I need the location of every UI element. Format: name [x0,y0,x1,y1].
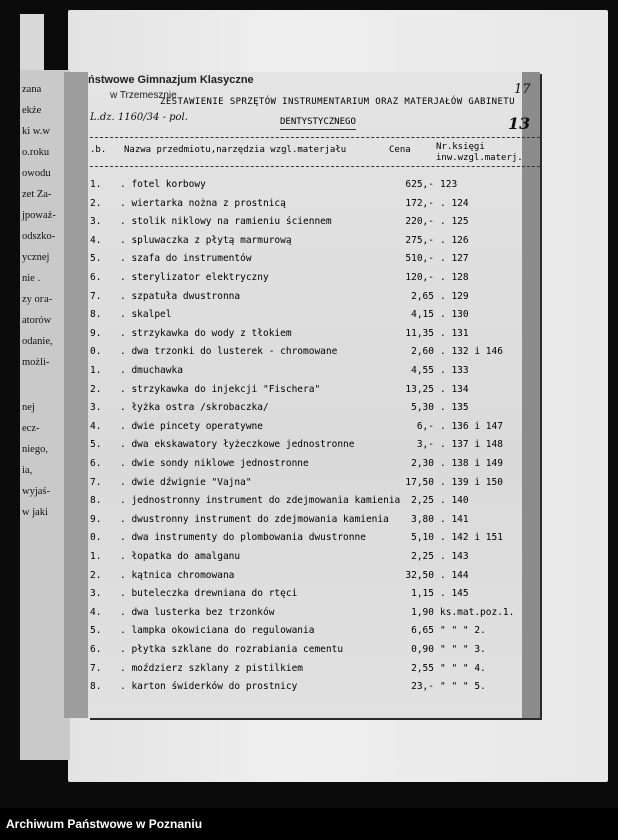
table-row [90,439,530,457]
inventory-number: 123 [440,179,458,190]
table-row [90,216,530,234]
row-number: 5. [90,253,102,265]
table-row [90,607,530,625]
row-number: 4. [90,420,102,432]
inventory-number: . 134 [440,383,469,395]
item-name: . dwie pincety operatywne [120,420,263,432]
row-number: 3. [90,216,102,228]
row-number: 7. [90,290,102,302]
item-price: 23,- [411,681,434,693]
item-price: 5,10 [411,532,434,544]
item-name: . strzykawka do injekcji "Fischera" [120,383,321,395]
table-row [90,365,530,383]
item-price: 2,25 [411,495,434,507]
fragment-line: niego, [22,444,48,455]
inventory-number: . 131 [440,327,469,339]
item-name: . karton świderków do prostnicy [120,681,298,693]
row-number: 0. [90,532,102,544]
item-name: . skalpel [120,309,172,321]
item-name: . spluwaczka z płytą marmurową [120,234,292,246]
table-row [90,477,530,495]
table-row [90,346,530,364]
item-name: . szpatuła dwustronna [120,290,241,302]
item-price: 17,50 [405,476,434,488]
table-row [90,588,530,606]
item-price: 5,30 [411,402,434,414]
table-row [90,681,530,699]
fragment-line: nie . [22,273,41,284]
table-row [90,421,530,439]
item-price: 32,50 [405,569,434,581]
item-name: . dwustronny instrument do zdejmowania kamienia [120,513,389,525]
table-row [90,179,530,197]
inventory-number: . 138 i 149 [440,458,503,469]
fragment-line: o.roku [22,147,50,158]
inventory-number: . 143 [440,551,469,562]
item-price: 1,90 [411,606,434,618]
row-number: 2. [90,569,102,581]
row-number: 8. [90,495,102,507]
document-title: ZESTAWIENIE SPRZĘTÓW INSTRUMENTARIUM ORAZ MATERJAŁÓW GABINETU [160,97,515,107]
row-number: 9. [90,327,102,339]
inventory-number: . 133 [440,365,469,376]
table-row [90,570,530,588]
inventory-number: . 144 [440,569,469,581]
row-number: 4. [90,234,102,246]
item-name: . dwie dźwignie "Vajna" [120,476,252,488]
item-name: . łyżka ostra /skrobaczka/ [120,402,269,414]
item-name: . dwa ekskawatory łyżeczkowe jednostronne [120,439,355,451]
item-name: . dmuchawka [120,365,183,376]
col-header-book-sub: inw.wzgl.materj. [436,153,523,163]
inventory-number: . 136 i 147 [440,420,503,432]
item-price: 2,25 [411,551,434,562]
inventory-number: ks.mat.poz.1. [440,606,515,618]
row-number: 8. [90,309,102,321]
item-price: 4,15 [411,309,434,321]
item-price: 120,- [405,272,434,283]
inventory-number: . 139 i 150 [440,476,503,488]
inventory-number: . 125 [440,216,469,228]
fragment-line: jpoważ- [22,210,56,221]
row-number: 8. [90,681,102,693]
table-row [90,644,530,662]
row-number: 6. [90,644,102,655]
row-number: 7. [90,476,102,488]
col-header-price: Cena [389,145,411,155]
inventory-number: . 145 [440,588,469,600]
inventory-number: . 132 i 146 [440,346,503,358]
inventory-number: " " " 2. [440,625,486,637]
school-stamp-line2: w Trzemesznie [110,90,177,101]
fragment-line: w jaki [22,507,48,518]
inventory-number: . 142 i 151 [440,532,503,544]
item-price: 172,- [405,197,434,209]
item-name: . dwa lusterka bez trzonków [120,606,275,618]
fragment-line: zet Za- [22,189,52,200]
inventory-number: " " " 5. [440,681,486,693]
col-header-number: .b. [90,145,107,155]
table-row [90,514,530,532]
item-name: . szafa do instrumentów [120,253,252,265]
fragment-line: ia, [22,465,33,476]
archive-credit: Archiwum Państwowe w Poznaniu [6,817,203,831]
item-price: 2,55 [411,662,434,674]
table-row [90,458,530,476]
inventory-number: . 124 [440,197,469,209]
item-price: 6,65 [411,625,434,637]
table-row [90,625,530,643]
table-row [90,551,530,569]
item-name: . sterylizator elektryczny [120,272,269,283]
school-stamp: ństwowe Gimnazjum Klasyczne [88,74,254,86]
inventory-number: . 141 [440,513,469,525]
document-title-line2: DENTYSTYCZNEGO [280,117,356,127]
fragment-line: nej [22,402,35,413]
fragment-line: ki w.w [22,126,50,137]
item-price: 3,- [416,439,434,451]
item-price: 6,- [416,420,434,432]
handwritten-reference: L.dz. 1160/34 - pol. [90,112,188,123]
folio-number: 17 [514,82,531,97]
item-price: 1,15 [411,588,434,600]
table-row [90,253,530,271]
table-row [90,663,530,681]
item-price: 4,55 [411,365,434,376]
folio-subnumber: 13 [508,114,531,133]
item-price: 2,30 [411,458,434,469]
fragment-line: wyjaś- [22,486,50,497]
fragment-line: zy ога- [22,294,53,305]
archive-footer [0,808,618,840]
col-header-name: Nazwa przedmiotu,narzędzia wzgl.materjału [124,145,347,155]
underlying-page-fragment [20,70,70,760]
fragment-line: ycznej [22,252,50,263]
row-number: 2. [90,197,102,209]
item-name: . płytka szklane do rozrabiania cementu [120,644,344,655]
table-row [90,532,530,550]
inventory-number: . 130 [440,309,469,321]
item-name: . buteleczka drewniana do rtęci [120,588,298,600]
item-price: 11,35 [405,327,434,339]
table-row [90,384,530,402]
fragment-line: ecz- [22,423,40,434]
row-number: 3. [90,588,102,600]
item-name: . dwie sondy niklowe jednostronne [120,458,309,469]
item-name: . fotel korbowy [120,179,206,190]
item-price: 2,65 [411,290,434,302]
page-fold-shadow [64,72,90,718]
table-row [90,402,530,420]
inventory-number: . 137 i 148 [440,439,503,451]
item-price: 275,- [405,234,434,246]
inventory-number: . 140 [440,495,469,507]
row-number: 1. [90,179,102,190]
table-row [90,328,530,346]
row-number: 9. [90,513,102,525]
table-row [90,291,530,309]
table-row [90,198,530,216]
fragment-line: ekże [22,105,42,116]
item-price: 13,25 [405,383,434,395]
item-name: . stolik niklowy na ramieniu ściennem [120,216,332,228]
col-header-book: Nr.księgi [436,142,485,152]
row-number: 5. [90,439,102,451]
table-row [90,495,530,513]
row-number: 3. [90,402,102,414]
inventory-number: . 135 [440,402,469,414]
binding-edge [20,14,44,70]
inventory-number: " " " 4. [440,662,486,674]
item-price: 2,60 [411,346,434,358]
table-row [90,309,530,327]
item-name: . dwa trzonki do lusterek - chromowane [120,346,338,358]
fragment-line: możli- [22,357,50,368]
row-number: 0. [90,346,102,358]
row-number: 5. [90,625,102,637]
item-name: . dwa instrumenty do plombowania dwustronne [120,532,366,544]
table-row [90,235,530,253]
item-price: 220,- [405,216,434,228]
item-name: . moździerz szklany z pistilkiem [120,662,304,674]
fragment-line: atorów [22,315,52,326]
fragment-line: owodu [22,168,51,179]
row-number: 6. [90,272,102,283]
item-price: 510,- [405,253,434,265]
row-number: 4. [90,606,102,618]
item-name: . strzykawka do wody z tłokiem [120,327,292,339]
inventory-number: . 126 [440,234,469,246]
item-name: . łopatka do amalganu [120,551,241,562]
header-rule-top [90,137,540,138]
item-name: . jednostronny instrument do zdejmowania kamienia [120,495,401,507]
fragment-line: odszko- [22,231,56,242]
item-price: 3,80 [411,513,434,525]
fragment-line: odanie, [22,336,53,347]
row-number: 2. [90,383,102,395]
inventory-number: " " " 3. [440,644,486,655]
inventory-number: . 128 [440,272,469,283]
item-name: . wiertarka nożna z prostnicą [120,197,286,209]
item-name: . lampka okowiciana do regulowania [120,625,315,637]
header-rule-bottom [90,166,540,167]
item-name: . kątnica chromowana [120,569,235,581]
row-number: 1. [90,551,102,562]
row-number: 7. [90,662,102,674]
table-row [90,272,530,290]
fragment-line: zana [22,84,42,95]
item-price: 0,90 [411,644,434,655]
inventory-number: . 127 [440,253,469,265]
inventory-number: . 129 [440,290,469,302]
row-number: 6. [90,458,102,469]
item-price: 625,- [405,179,434,190]
row-number: 1. [90,365,102,376]
